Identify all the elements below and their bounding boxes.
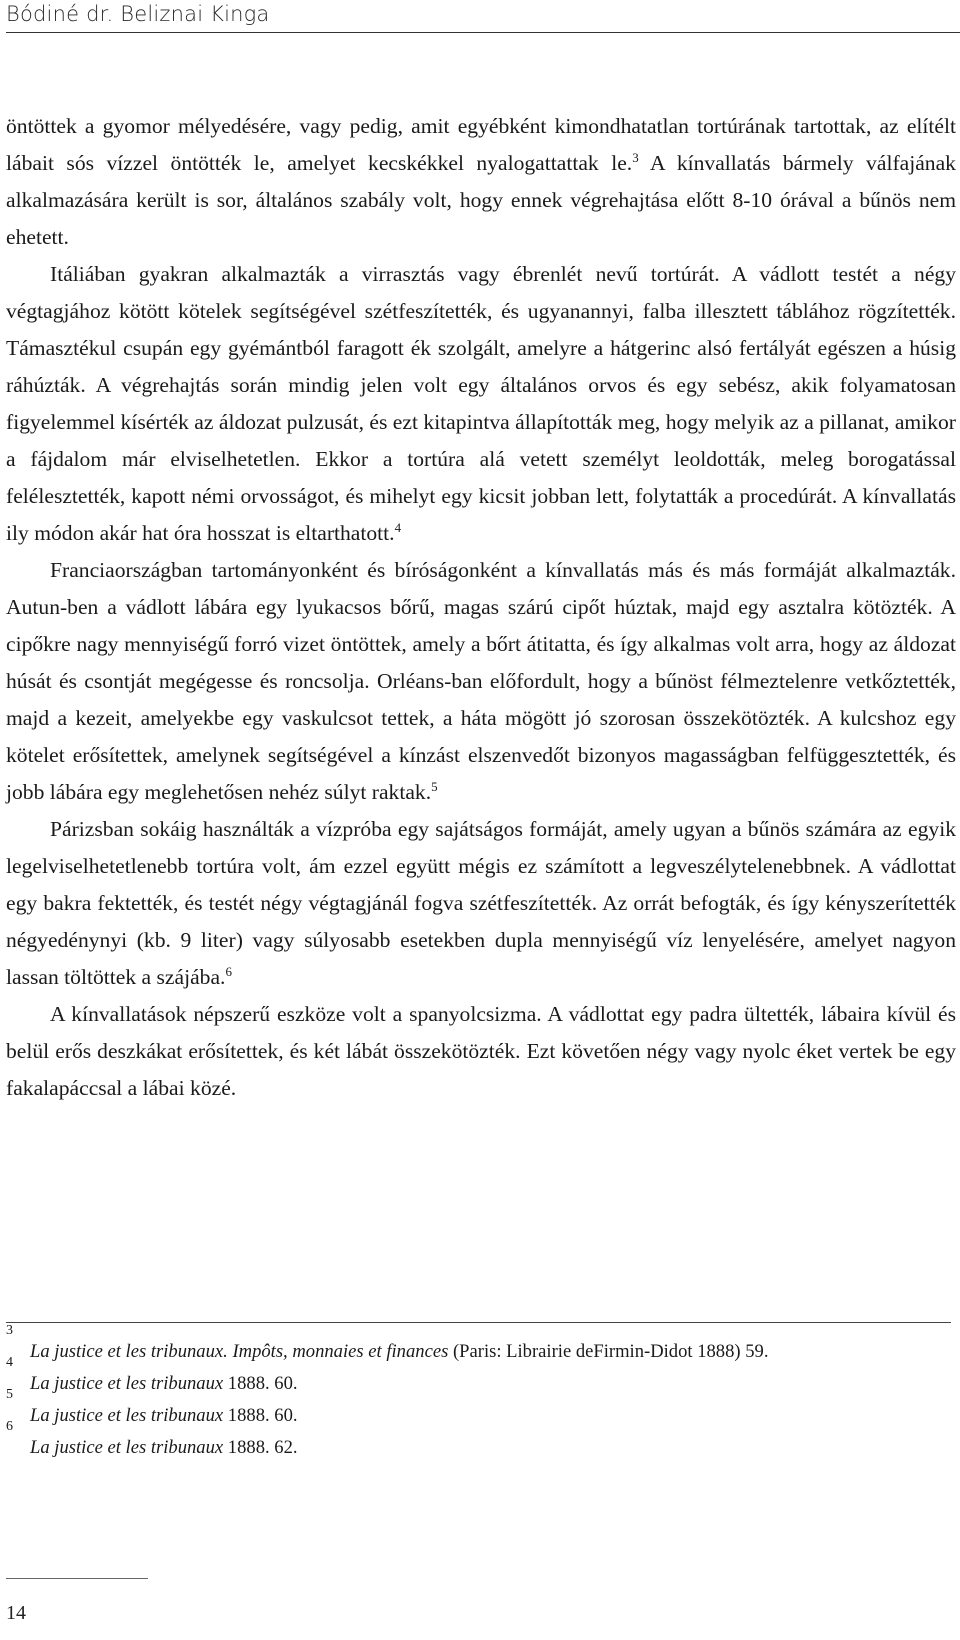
- footnote-rule: [6, 1322, 951, 1323]
- footnote-title: La justice et les tribunaux. Impôts, monnaies et finances: [30, 1341, 449, 1362]
- footnote-citation: 1888. 62.: [223, 1437, 298, 1458]
- paragraph-5: [6, 996, 956, 1107]
- footnote-number: 3: [6, 1323, 13, 1338]
- footnote-title: La justice et les tribunaux: [30, 1405, 224, 1426]
- header-rule: [6, 32, 960, 33]
- footnote-number: 5: [6, 1387, 13, 1402]
- paragraph-2-text: Itáliában gyakran alkalmazták a virrasztás vagy ébrenlét nevű tortúrát. A vádlott testét a négy végtagjához kötött kötelek segítségével szétfeszítették, és ugyanannyi, falba illesztett táblához rögzítették. Támasztékul csupán egy gyémántból faragott ék szolgált, amelyre a hátgerinc alsó fertályát egészen a húsig ráhúzták. A végrehajtás során mindig jelen volt egy általános orvos és egy sebész, akik folyamatosan figyelemmel kísérték az áldozat pulzusát, és ezt kitapintva állapították meg, hogy melyik az a pillanat, amikor a fájdalom már elviselhetetlen. Ekkor a tortúra alá vetett személyt leoldották, meleg borogatással felélesztették, kapott némi orvosságot, és mihelyt egy kicsit jobban lett, folytatták a procedúrát. A kínvallatás ily módon akár hat óra hosszat is eltarthatott.: [6, 262, 956, 545]
- footnote-4: [6, 1355, 956, 1400]
- footnote-6: [6, 1419, 956, 1464]
- footnote-number: 4: [6, 1355, 13, 1370]
- footnote-5: [6, 1387, 956, 1432]
- paragraph-1-text-b: A kínvallatás bármely válfajának alkalmazására került is sor, általános szabály volt, hogy ennek végrehajtása előtt 8-10 órával a bűnös nem ehetett.: [6, 151, 956, 249]
- paragraph-1: [6, 108, 956, 256]
- footnote-ref-6[interactable]: 6: [225, 963, 232, 979]
- footnote-title: La justice et les tribunaux: [30, 1373, 224, 1394]
- footnotes: [6, 1323, 956, 1464]
- page-number: 14: [6, 1602, 26, 1624]
- footnote-citation: (Paris: Librairie deFirmin-Didot 1888) 59.: [448, 1341, 769, 1362]
- footnote-ref-4[interactable]: 4: [394, 519, 402, 535]
- paragraph-4: [6, 811, 956, 996]
- running-head-author: Bódiné dr. Beliznai Kinga: [6, 2, 270, 26]
- footnote-number: 6: [6, 1419, 13, 1434]
- paragraph-4-text: Párizsban sokáig használták a vízpróba egy sajátságos formáját, amely ugyan a bűnös számára az egyik legelviselhetetlenebb tortúra volt, ám ezzel együtt mégis ez számított a legveszélytelenebbnek. A vádlottat egy bakra fektették, és testét négy végtagjánál fogva szétfeszítették. Az orrát befogták, és így kényszerítették négyedénynyi (kb. 9 liter) vagy súlyosabb esetekben dupla mennyiségű víz lenyelésére, amelyet nagyon lassan töltöttek a szájába.: [6, 817, 956, 989]
- paragraph-3-text: Franciaországban tartományonként és bíróságonként a kínvallatás más és más formáját alkalmazták. Autun-ben a vádlott lábára egy lyukacsos bőrű, magas szárú cipőt húztak, majd egy asztalra kötözték. A cipőkre nagy mennyiségű forró vizet öntöttek, amely a bőrt átitatta, és így alkalmas volt arra, hogy az áldozat húsát és csontját megégesse és roncsolja. Orléans-ban előfordult, hogy a bűnöst félmeztelenre vetkőztették, majd a kezeit, amelyekbe egy vaskulcsot tettek, a háta mögött jó szorosan összekötözték. A kulcshoz egy kötelet erősítettek, amelynek segítségével a kínzást elszenvedőt bizonyos magasságban felfüggesztették, és jobb lábára egy meglehetősen nehéz súlyt raktak.: [6, 558, 956, 804]
- footnote-citation: 1888. 60.: [223, 1405, 298, 1426]
- paragraph-5-text: A kínvallatások népszerű eszköze volt a spanyolcsizma. A vádlottat egy padra ültették, lábaira kívül és belül erős deszkákat erősítettek, és két lábát összekötözték. Ezt követően négy vagy nyolc éket vertek be egy fakalapáccsal a lábai közé.: [6, 1002, 956, 1100]
- body-text: [6, 108, 956, 1107]
- paragraph-2: [6, 256, 956, 552]
- paragraph-3: [6, 552, 956, 811]
- footnote-ref-5[interactable]: 5: [431, 778, 438, 794]
- page-number-rule: [6, 1578, 148, 1579]
- footnote-ref-3[interactable]: 3: [632, 149, 639, 165]
- footnote-citation: 1888. 60.: [223, 1373, 298, 1394]
- footnote-3: [6, 1323, 956, 1368]
- footnote-title: La justice et les tribunaux: [30, 1437, 224, 1458]
- paragraph-1-text-a: öntöttek a gyomor mélyedésére, vagy pedig, amit egyébként kimondhatatlan tortúrának tartottak, az elítélt lábait sós vízzel öntötték le, amelyet kecskékkel nyalogattattak le.: [6, 114, 956, 175]
